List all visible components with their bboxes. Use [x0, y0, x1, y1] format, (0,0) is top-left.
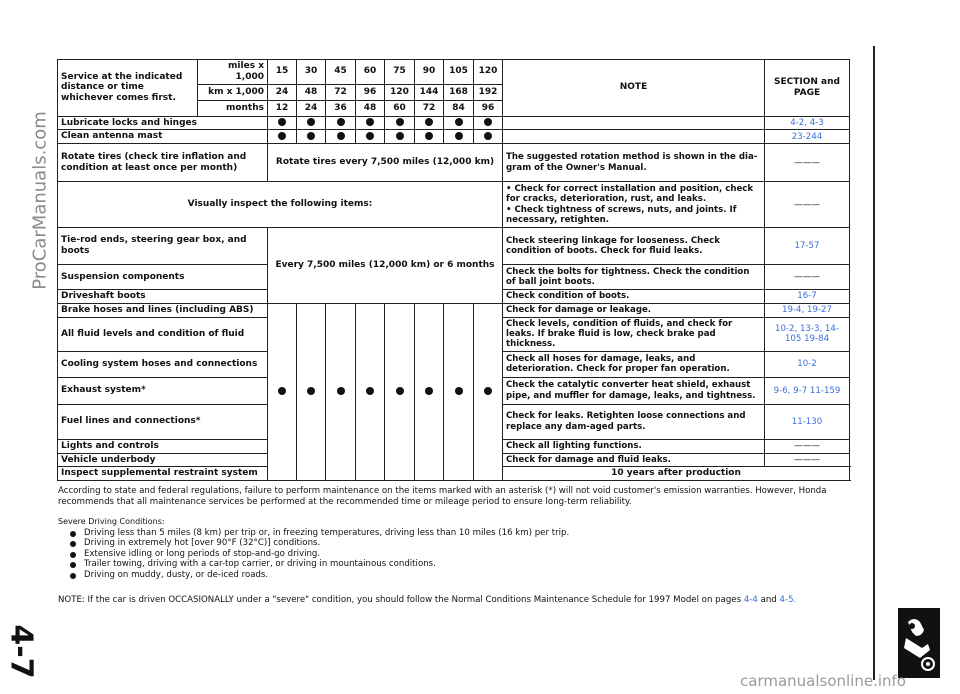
section-ref: 10-2 — [765, 351, 850, 377]
item-fluid-levels: All fluid levels and condition of fluid — [58, 317, 268, 351]
severe-item: Driving on muddy, dusty, or de-iced roads. — [58, 570, 848, 580]
dot-mark — [385, 116, 415, 130]
km-value: 72 — [326, 84, 356, 100]
dot-mark — [297, 130, 326, 144]
right-margin-line — [873, 46, 875, 680]
note-driveshaft: Check condition of boots. — [503, 290, 765, 304]
km-value: 120 — [385, 84, 415, 100]
item-exhaust: Exhaust system* — [58, 377, 268, 404]
km-label: km x 1,000 — [198, 84, 268, 100]
section-ref: 16-7 — [765, 290, 850, 304]
dot-mark — [326, 116, 356, 130]
note-visual — [503, 182, 765, 228]
months-value: 96 — [474, 100, 503, 116]
note-lights: Check all lighting functions. — [503, 439, 765, 453]
item-brake-hoses: Brake hoses and lines (including ABS) — [58, 303, 268, 317]
item-rotate-tires: Rotate tires (check tire inflation and condition at least once per month) — [58, 144, 268, 182]
dot-mark — [356, 116, 385, 130]
item-tie-rod: Tie-rod ends, steering gear box, and boots — [58, 228, 268, 265]
dot-mark — [326, 130, 356, 144]
km-value: 48 — [297, 84, 326, 100]
km-value: 24 — [268, 84, 297, 100]
miles-value: 75 — [385, 60, 415, 85]
section-header: SECTION and PAGE — [765, 60, 850, 117]
months-value: 48 — [356, 100, 385, 116]
dot-mark — [268, 116, 297, 130]
miles-value: 45 — [326, 60, 356, 85]
page-link-4-5[interactable]: 4-5. — [779, 595, 797, 605]
asterisk-note: According to state and federal regulations, failure to perform maintenance on the items marked with an asterisk (*) will not void customer's emission warranties. However, Honda recommends that all maintenance services be performed at the recommended time or mileage period to ensure long-term reliability. — [58, 486, 827, 507]
note-empty — [503, 130, 765, 144]
side-watermark: ProCarManuals.com — [29, 111, 51, 290]
miles-value: 120 — [474, 60, 503, 85]
page-number: 4-7 — [3, 624, 39, 679]
months-value: 24 — [297, 100, 326, 116]
km-value: 144 — [415, 84, 444, 100]
item-lubricate: Lubricate locks and hinges — [58, 116, 268, 130]
item-driveshaft: Driveshaft boots — [58, 290, 268, 304]
miles-value: 30 — [297, 60, 326, 85]
miles-value: 105 — [444, 60, 474, 85]
dot-mark — [385, 130, 415, 144]
miles-value: 15 — [268, 60, 297, 85]
item-underbody: Vehicle underbody — [58, 453, 268, 467]
srs-interval: 10 years after production — [503, 467, 850, 481]
interval-6-months: Every 7,500 miles (12,000 km) or 6 months — [268, 228, 503, 304]
section-ref: ——— — [765, 182, 850, 228]
section-ref: 19-4, 19-27 — [765, 303, 850, 317]
section-ref: 4-2, 4-3 — [765, 116, 850, 130]
severe-item: Trailer towing, driving with a car-top carrier, or driving in mountainous conditions. — [58, 559, 848, 569]
note-cooling: Check all hoses for damage, leaks, and deterioration. Check for proper fan operation. — [503, 351, 765, 377]
miles-value: 60 — [356, 60, 385, 85]
dot-mark — [297, 303, 326, 480]
note-fuel: Check for leaks. Retighten loose connections and replace any dam-aged parts. — [503, 404, 765, 439]
dot-mark — [356, 130, 385, 144]
dot-mark — [268, 303, 297, 480]
note-header: NOTE — [503, 60, 765, 117]
dot-mark — [415, 116, 444, 130]
section-ref: ——— — [765, 453, 850, 467]
item-fuel-lines: Fuel lines and connections* — [58, 404, 268, 439]
km-value: 192 — [474, 84, 503, 100]
note-visual-line2: • Check tightness of screws, nuts, and joints. If necessary, retighten. — [506, 204, 737, 225]
maintenance-schedule-table — [57, 59, 850, 481]
dot-mark — [326, 303, 356, 480]
section-ref: 17-57 — [765, 228, 850, 265]
item-cooling: Cooling system hoses and connections — [58, 351, 268, 377]
note-brake: Check for damage or leakage. — [503, 303, 765, 317]
dot-mark — [415, 130, 444, 144]
dot-mark — [444, 116, 474, 130]
bottom-watermark: carmanualsonline.info — [740, 672, 906, 690]
item-antenna: Clean antenna mast — [58, 130, 268, 144]
service-label: Service at the indicated distance or time whichever comes first. — [58, 60, 198, 117]
dot-mark — [385, 303, 415, 480]
months-label: months — [198, 100, 268, 116]
km-value: 168 — [444, 84, 474, 100]
severe-conditions — [58, 517, 848, 580]
section-ref: ——— — [765, 265, 850, 290]
rotate-interval: Rotate tires every 7,500 miles (12,000 km) — [268, 144, 503, 182]
severe-item: Driving less than 5 miles (8 km) per trip or, in freezing temperatures, driving less than 10 miles (16 km) per trip. — [58, 528, 848, 538]
dot-mark — [415, 303, 444, 480]
section-ref: ——— — [765, 439, 850, 453]
months-value: 60 — [385, 100, 415, 116]
note-underbody: Check for damage and fluid leaks. — [503, 453, 765, 467]
severe-item: Extensive idling or long periods of stop-and-go driving. — [58, 549, 848, 559]
item-lights: Lights and controls — [58, 439, 268, 453]
miles-label: miles x 1,000 — [198, 60, 268, 85]
normal-schedule-note: NOTE: If the car is driven OCCASIONALLY under a "severe" condition, you should follow the Normal Conditions Maintenance Schedule for 1997 Model on pages 4-4 and 4-5. — [58, 595, 797, 605]
miles-value: 90 — [415, 60, 444, 85]
dot-mark — [297, 116, 326, 130]
item-suspension: Suspension components — [58, 265, 268, 290]
months-value: 12 — [268, 100, 297, 116]
section-ref: 23-244 — [765, 130, 850, 144]
months-value: 36 — [326, 100, 356, 116]
severe-item: Driving in extremely hot [over 90°F (32°C)] conditions. — [58, 538, 848, 548]
months-value: 72 — [415, 100, 444, 116]
dot-mark — [356, 303, 385, 480]
item-srs: Inspect supplemental restraint system — [58, 467, 268, 481]
severe-title: Severe Driving Conditions: — [58, 517, 165, 526]
note-suspension: Check the bolts for tightness. Check the condition of ball joint boots. — [503, 265, 765, 290]
section-ref: 10-2, 13-3, 14-105 19-84 — [765, 317, 850, 351]
page-link-4-4[interactable]: 4-4 — [743, 595, 758, 605]
months-value: 84 — [444, 100, 474, 116]
dot-mark — [474, 116, 503, 130]
section-ref: 9-6, 9-7 11-159 — [765, 377, 850, 404]
dot-mark — [444, 130, 474, 144]
note-visual-line1: • Check for correct installation and position, check for cracks, deterioration, rust, and leaks. — [506, 184, 754, 205]
dot-mark — [268, 130, 297, 144]
section-ref: 11-130 — [765, 404, 850, 439]
dot-mark — [474, 303, 503, 480]
section-ref: ——— — [765, 144, 850, 182]
note-empty — [503, 116, 765, 130]
dot-mark — [444, 303, 474, 480]
maintenance-icon — [898, 608, 940, 678]
note-rotate: The suggested rotation method is shown in the dia-gram of the Owner's Manual. — [503, 144, 765, 182]
dot-mark — [474, 130, 503, 144]
note-tie-rod: Check steering linkage for looseness. Check condition of boots. Check for fluid leaks. — [503, 228, 765, 265]
km-value: 96 — [356, 84, 385, 100]
note-exhaust: Check the catalytic converter heat shield, exhaust pipe, and muffler for damage, leaks, and tightness. — [503, 377, 765, 404]
visual-inspect-heading: Visually inspect the following items: — [58, 182, 503, 228]
note-fluid: Check levels, condition of fluids, and check for leaks. If brake fluid is low, check brake pad thickness. — [503, 317, 765, 351]
